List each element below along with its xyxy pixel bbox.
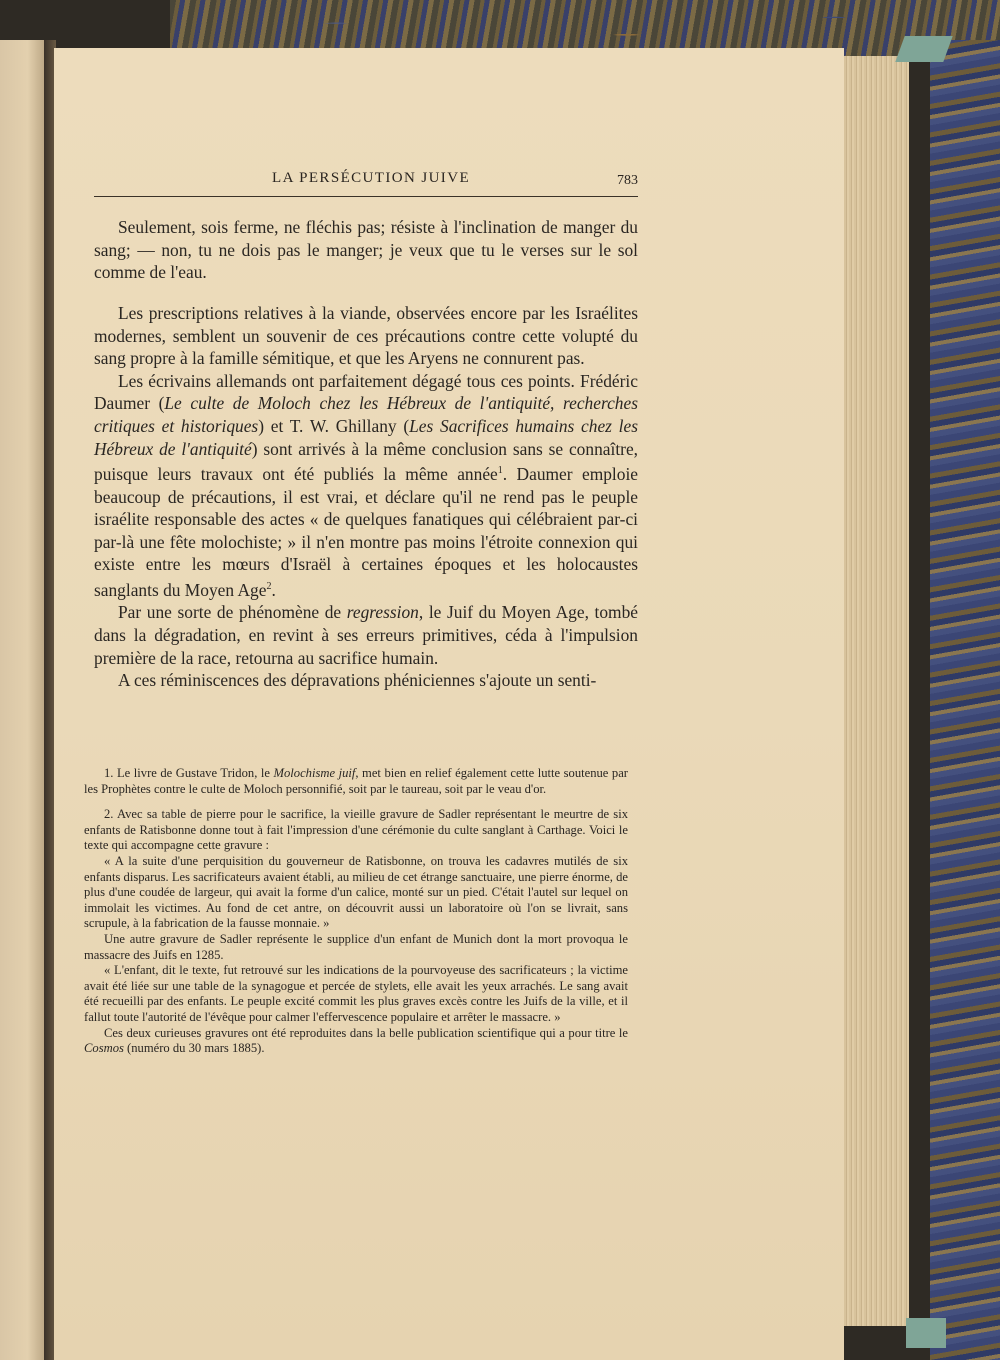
text-span: ) et T. W. Ghillany ( — [258, 415, 410, 436]
italic-title: Molochisme juif — [273, 766, 356, 780]
facing-page — [0, 40, 46, 1360]
text-span: . — [271, 579, 276, 600]
footnote-2-quote-1: « A la suite d'une perquisition du gouverneur de Ratisbonne, on trouva les cadavres mutilés de six enfants disparus. Les sacrificateurs avaient établi, au milieu de cet étrange sanctuaire, une pierre énorme, de plus d'une coudée de largeur, qui avait la forme d'un calice, monté sur un pied. C'était l'autel sur lequel on immolait les victimes. Au fond de cet antre, on découvrit aussi un laboratoire où l'on se livrait, sans scrupule, à la fabrication de la fausse monnaie. » — [84, 853, 628, 931]
cloth-corner-top — [895, 36, 952, 62]
marbled-edge-right — [930, 40, 1000, 1360]
body-text — [94, 302, 638, 692]
text-span: . Daumer emploie beaucoup de précautions, il est vrai, et déclare qu'il ne rend pas le peuple israélite responsable des actes « de quelques fanatiques qui célébraient par-ci par-là une fête molochiste; » il n'en montre pas moins l'étroite connexion qui existe entre les mœurs d'Israël à certaines époques et les holocaustes sanglants du Moyen Age — [94, 463, 638, 600]
italic-title: Les Sacrifices humains chez les Hébreux de l'antiquité — [94, 415, 638, 459]
footnote-2-para-2: Une autre gravure de Sadler représente le supplice d'un enfant de Munich dont la mort provoqua le massacre des Juifs en 1285. — [84, 931, 628, 962]
text-span: Les écrivains allemands ont parfaitement dégagé tous ces points. Frédéric Daumer ( — [94, 370, 638, 414]
running-title: LA PERSÉCUTION JUIVE — [272, 170, 471, 186]
spacer — [84, 797, 628, 807]
text-span: Ces deux curieuses gravures ont été reproduites dans la belle publication scientifique qui a pour titre le — [104, 1025, 628, 1040]
italic-title: Cosmos — [84, 1041, 124, 1056]
paragraph-3 — [94, 601, 638, 669]
page-number: 783 — [617, 173, 638, 188]
footnote-1 — [84, 766, 628, 797]
text-span: 1. Le livre de Gustave Tridon, le — [104, 766, 274, 780]
text-span: ) sont arrivés à la même conclusion sans se connaître, puisque leurs travaux ont été publiés la même année — [94, 438, 639, 484]
footnote-ref: 1 — [497, 465, 503, 477]
quote-paragraph: Seulement, sois ferme, ne fléchis pas; résiste à l'inclination de manger du sang; — non, tu ne dois pas le manger; je veux que tu le verses sur le sol comme de l'eau. — [94, 217, 638, 283]
footnote-2-quote-2: « L'enfant, dit le texte, fut retrouvé sur les indications de la pourvoyeuse des sacrificateurs ; la victime avait été liée sur une table de la synagogue et percée de stylets, elle avait les yeux arrachés. Le sang avait été recueilli par des enfants. Le peuple excité commit les plus graves excès contre les Juifs de la ville, et il fallut toute l'autorité de l'évêque pour calmer l'effervescence populaire et arrêter le massacre. » — [84, 963, 628, 1024]
running-header — [94, 170, 638, 197]
paragraph-2 — [94, 370, 638, 602]
italic-title: Le culte de Moloch chez les Hébreux de l'antiquité, recherches critiques et historiques — [94, 393, 638, 436]
text-span: Par une sorte de phénomène de — [118, 602, 347, 623]
paragraph-1: Les prescriptions relatives à la viande, observées encore par les Israélites modernes, semblent un souvenir de ces précautions contre cette volupté du sang propre à la famille sémitique, et que les Aryens ne connurent pas. — [94, 303, 638, 369]
footnote-ref: 2 — [266, 580, 272, 592]
cloth-corner-bottom — [906, 1318, 946, 1348]
text-span: , met bien en relief également cette lutte soutenue par les Prophètes contre le culte de Moloch personnifié, soit par le taureau, soit par le veau d'or. — [84, 766, 628, 796]
footnote-2: 2. Avec sa table de pierre pour le sacrifice, la vieille gravure de Sadler représentant le meurtre de six enfants de Ratisbonne donne tout à fait l'impression d'une cérémonie du culte sanglant à Carthage. Voici le texte qui accompagne cette gravure : — [84, 807, 628, 853]
footnote-2-para-3 — [84, 1026, 628, 1057]
italic-word: regression — [346, 602, 419, 623]
text-span: , le Juif du Moyen Age, tombé dans la dégradation, en revint à ses erreurs primitives, céda à l'impulsion première de la race, retourna au sacrifice humain. — [94, 602, 638, 668]
quote-block — [94, 216, 638, 284]
paragraph-4: A ces réminiscences des dépravations phéniciennes s'ajoute un senti- — [118, 670, 597, 691]
footnotes — [84, 766, 628, 1057]
text-span: (numéro du 30 mars 1885). — [123, 1041, 265, 1056]
